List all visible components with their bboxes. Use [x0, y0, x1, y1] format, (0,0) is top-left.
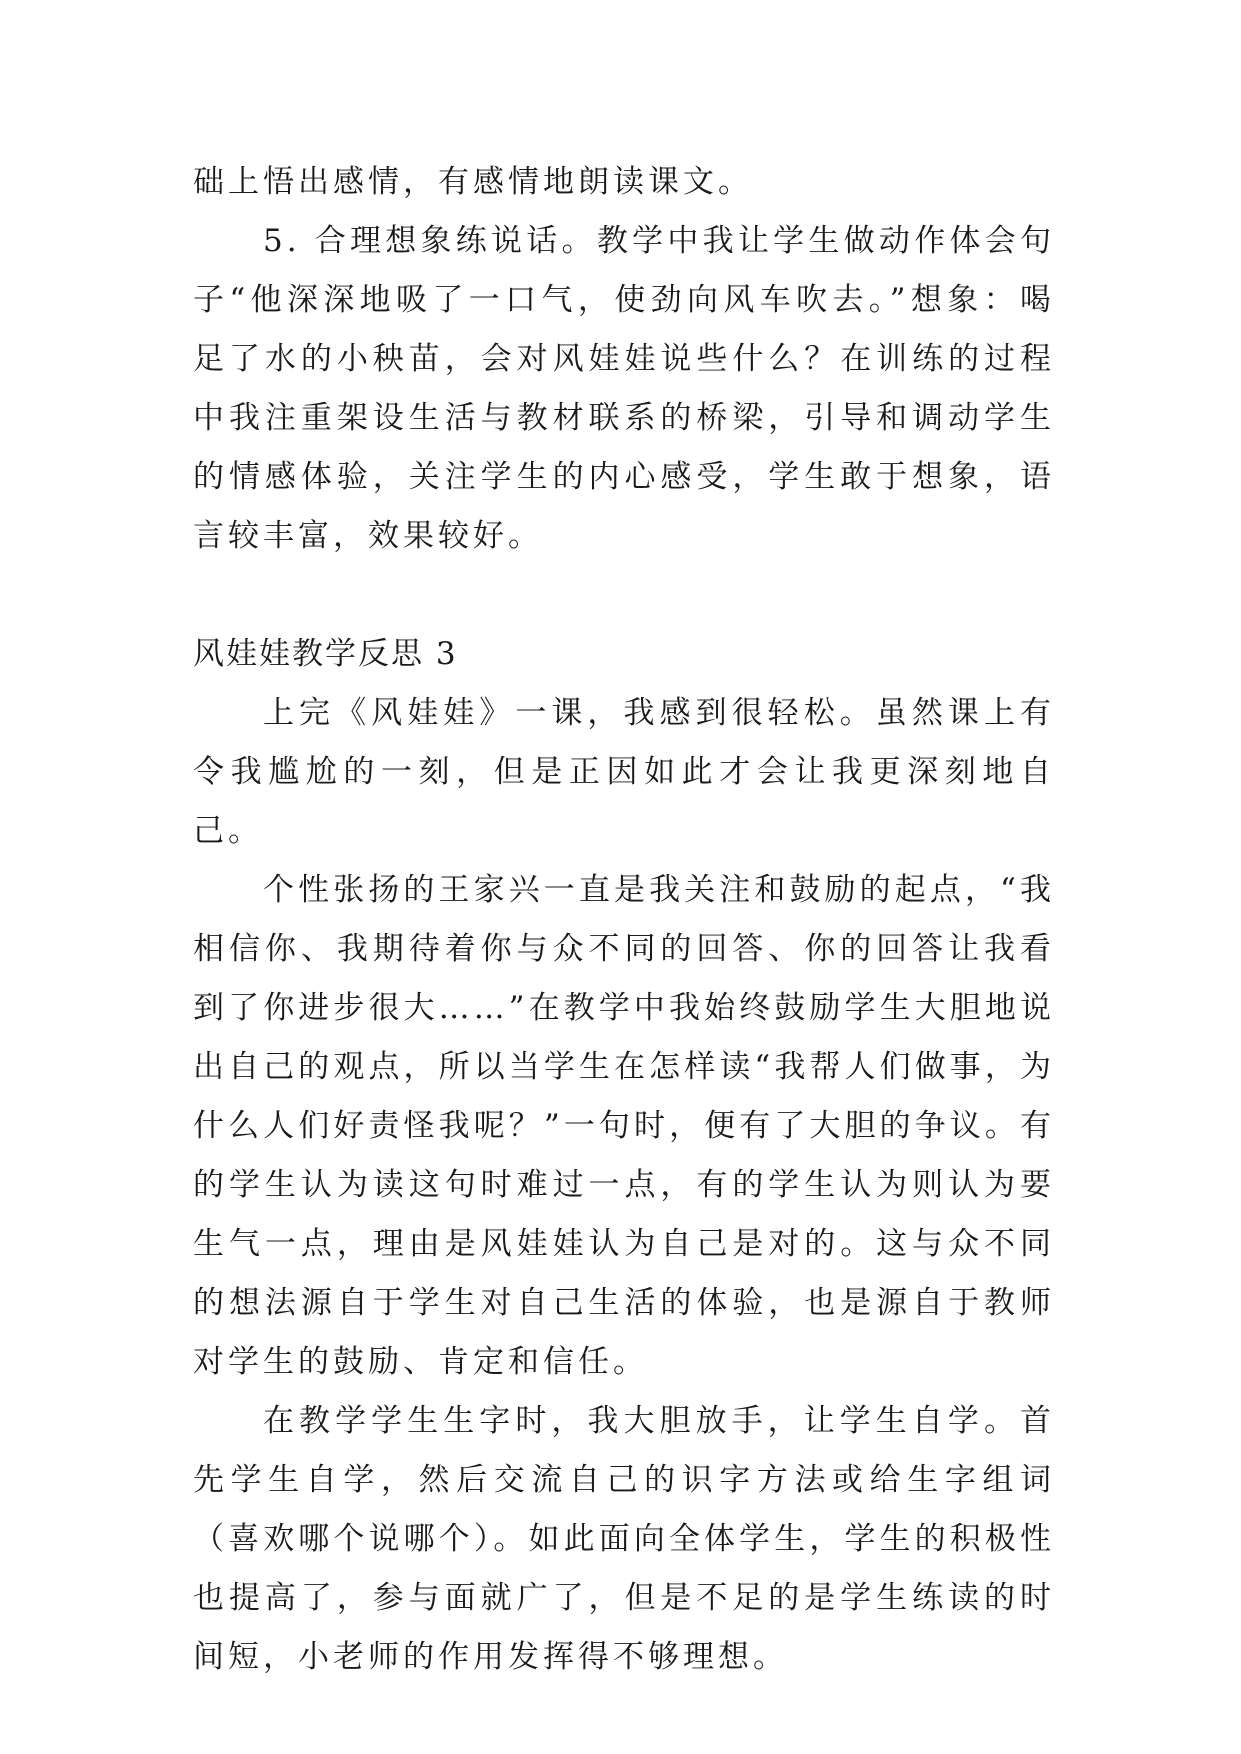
- paragraph-2: 个性张扬的王家兴一直是我关注和鼓励的起点，“我相信你、我期待着你与众不同的回答、你的回答让我看到了你进步很大……”在教学中我始终鼓励学生大胆地说出自己的观点，所以当学生在怎样读“我帮人们做事，为什么人们好责怪我呢？”一句时，便有了大胆的争议。有的学生认为读这句时难过一点，有的学生认为则认为要生气一点，理由是风娃娃认为自己是对的。这与众不同的想法源自于学生对自己生活的体验，也是源自于教师对学生的鼓励、肯定和信任。: [193, 872, 1055, 1380]
- section-heading: 风娃娃教学反思 3: [193, 636, 458, 672]
- paragraph-item-5: 5. 合理想象练说话。教学中我让学生做动作体会句子“他深深地吸了一口气，使劲向风车吹去。”想象：喝足了水的小秧苗，会对风娃娃说些什么？在训练的过程中我注重架设生活与教材联系的桥梁，引导和调动学生的情感体验，关注学生的内心感受，学生敢于想象，语言较丰富，效果较好。: [193, 223, 1055, 554]
- document-page: [193, 153, 1055, 1687]
- paragraph-continuation: 础上悟出感情，有感情地朗读课文。: [193, 164, 753, 200]
- paragraph-3: 在教学学生生字时，我大胆放手，让学生自学。首先学生自学，然后交流自己的识字方法或给生字组词（喜欢哪个说哪个）。如此面向全体学生，学生的积极性也提高了，参与面就广了，但是不足的是学生练读的时间短，小老师的作用发挥得不够理想。: [193, 1403, 1055, 1675]
- paragraph-1: 上完《风娃娃》一课，我感到很轻松。虽然课上有令我尴尬的一刻，但是正因如此才会让我更深刻地自己。: [193, 695, 1055, 849]
